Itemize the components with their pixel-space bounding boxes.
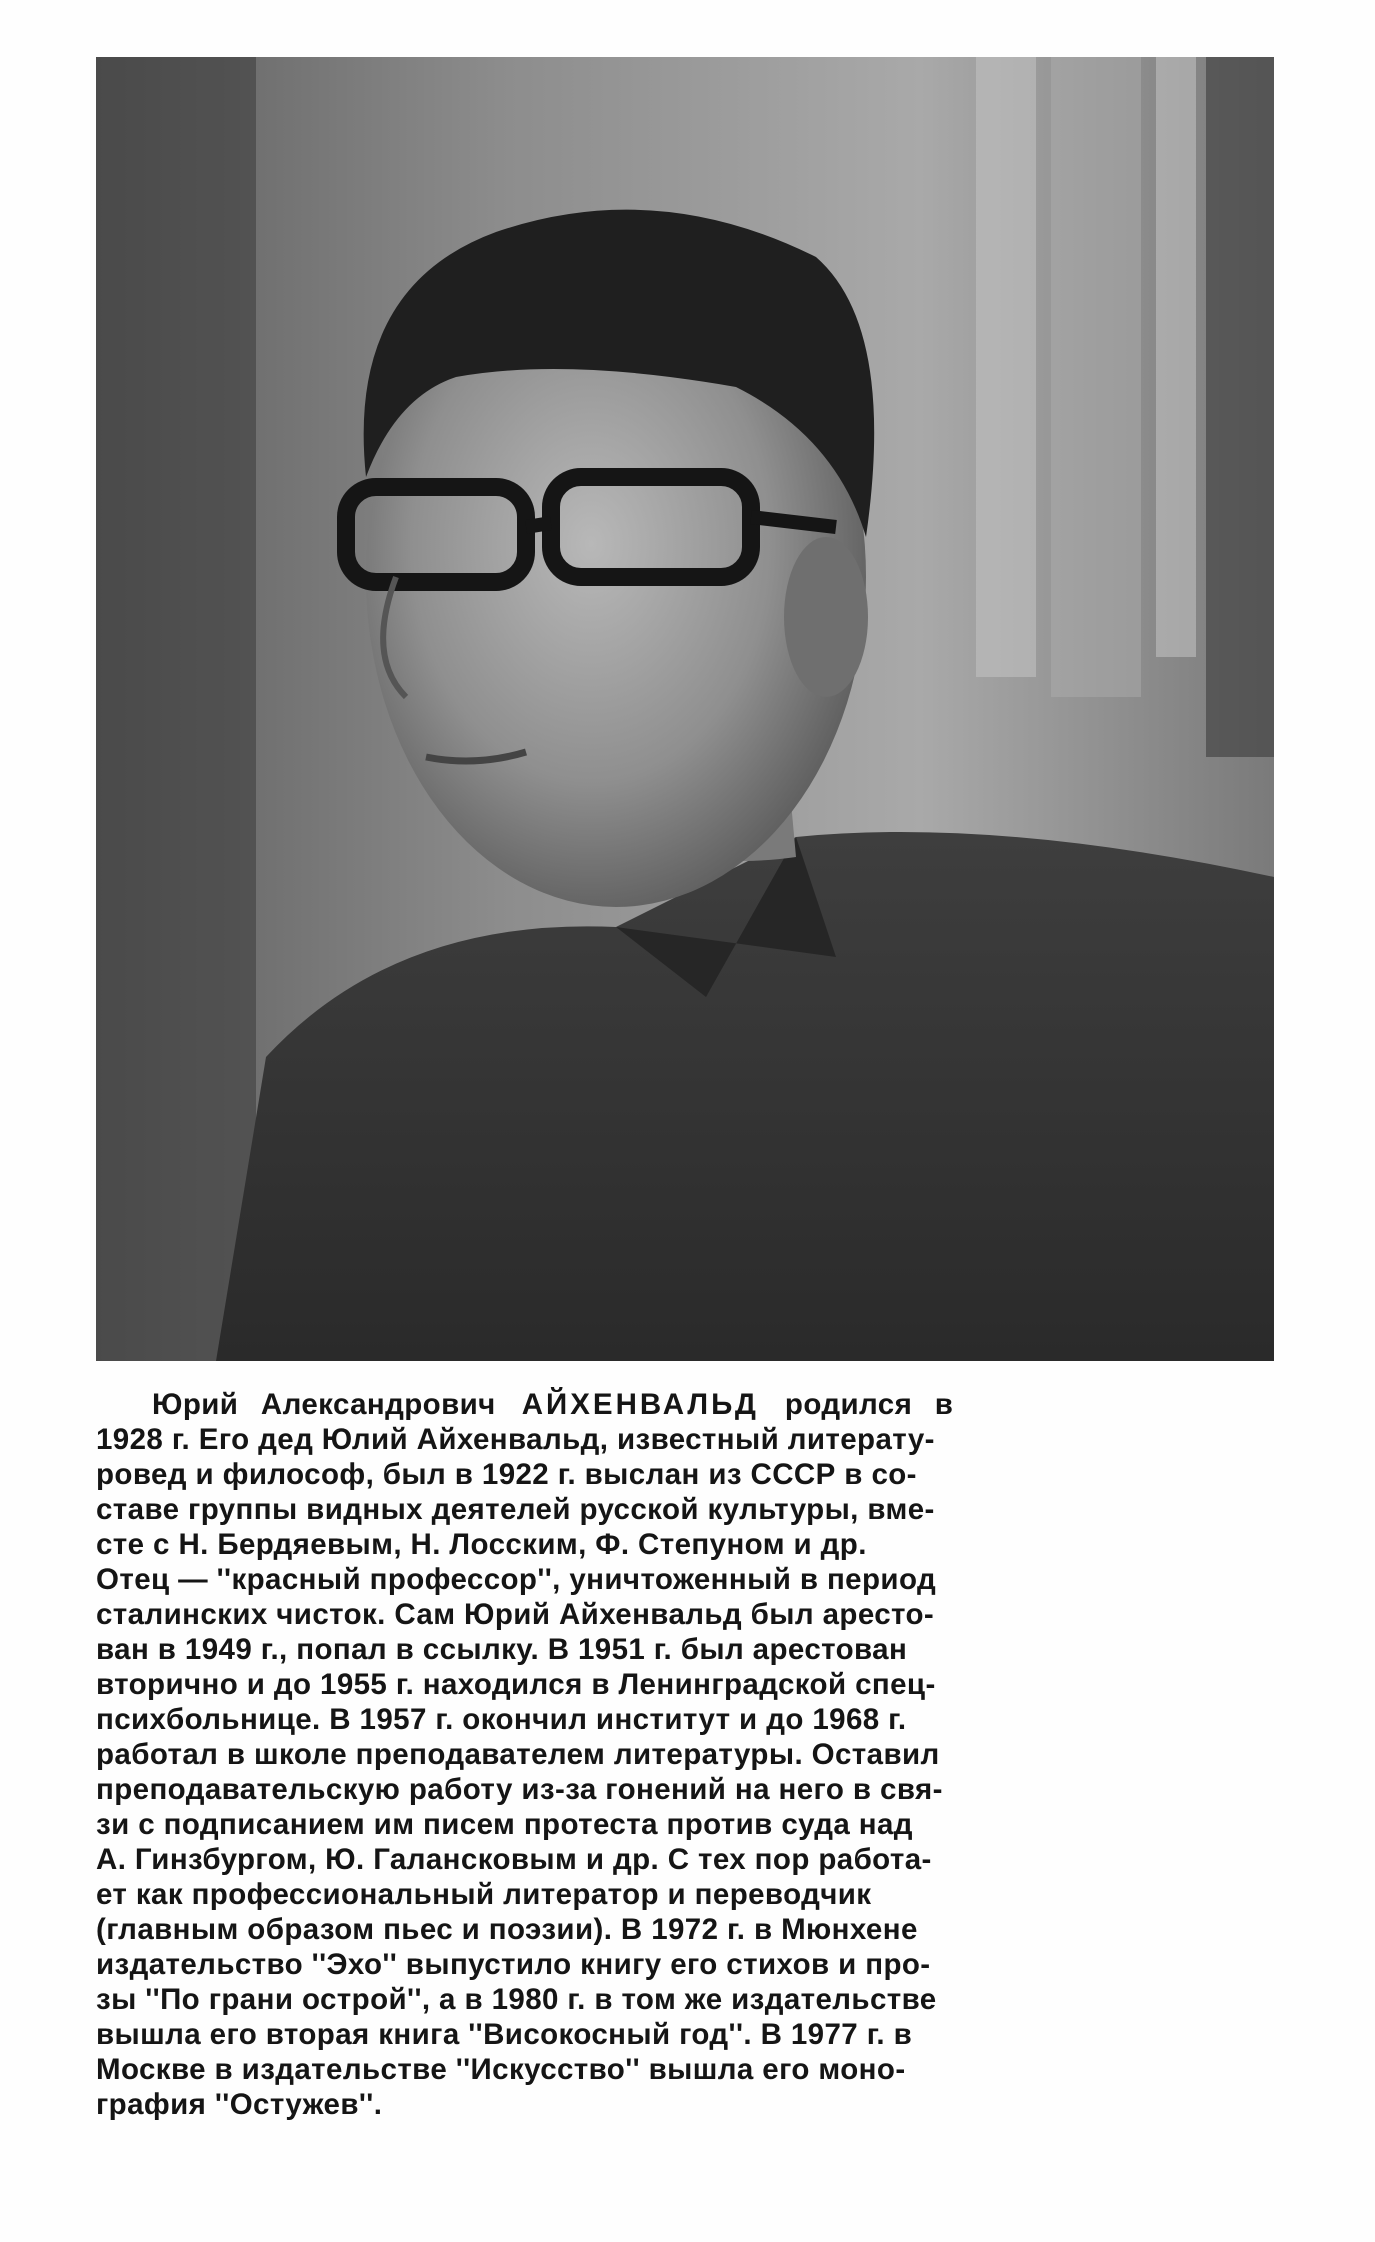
caption-line: издательство ''Эхо'' выпустило книгу его стихов и про- (96, 1948, 931, 1981)
caption-line: А. Гинзбургом, Ю. Галансковым и др. С тех пор работа- (96, 1843, 932, 1876)
caption-line: ван в 1949 г., попал в ссылку. В 1951 г. был арестован (96, 1633, 908, 1666)
caption-line: вторично и до 1955 г. находился в Ленинградской спец- (96, 1668, 936, 1701)
caption-line: графия ''Остужев''. (96, 2088, 383, 2121)
caption-line: (главным образом пьес и поэзии). В 1972 г. в Мюнхене (96, 1913, 918, 1946)
caption-line: 1928 г. Его дед Юлий Айхенвальд, известный литерату- (96, 1423, 935, 1456)
caption-line: психбольнице. В 1957 г. окончил институт и до 1968 г. (96, 1703, 907, 1736)
caption-line: ровед и философ, был в 1922 г. выслан из СССР в со- (96, 1458, 917, 1491)
caption-line: Отец — ''красный профессор'', уничтоженный в период (96, 1563, 937, 1596)
portrait-photo (96, 57, 1274, 1361)
caption-surname: АЙХЕНВАЛЬД (521, 1388, 759, 1421)
caption-line: работал в школе преподавателем литературы. Оставил (96, 1738, 940, 1771)
caption-line: сталинских чисток. Сам Юрий Айхенвальд был аресто- (96, 1598, 935, 1631)
caption-name-after: родился в (784, 1388, 954, 1421)
portrait-image (96, 57, 1274, 1361)
caption-line: преподавательскую работу из-за гонений на него в свя- (96, 1773, 943, 1806)
caption-line: вышла его вторая книга ''Високосный год''. В 1977 г. в (96, 2018, 913, 2051)
caption-line: ет как профессиональный литератор и переводчик (96, 1878, 872, 1911)
caption-line: сте с Н. Бердяевым, Н. Лосским, Ф. Степуном и др. (96, 1528, 867, 1561)
caption-line: Москве в издательстве ''Искусство'' вышла его моно- (96, 2053, 906, 2086)
caption-name-intro: Юрий Александрович (152, 1388, 496, 1421)
caption-line: зы ''По грани острой'', а в 1980 г. в том же издательстве (96, 1983, 937, 2016)
biography-caption (96, 1387, 1274, 2122)
caption-first-line (96, 1387, 1274, 1422)
caption-line: ставе группы видных деятелей русской культуры, вме- (96, 1493, 935, 1526)
caption-line: зи с подписанием им писем протеста против суда над (96, 1808, 913, 1841)
